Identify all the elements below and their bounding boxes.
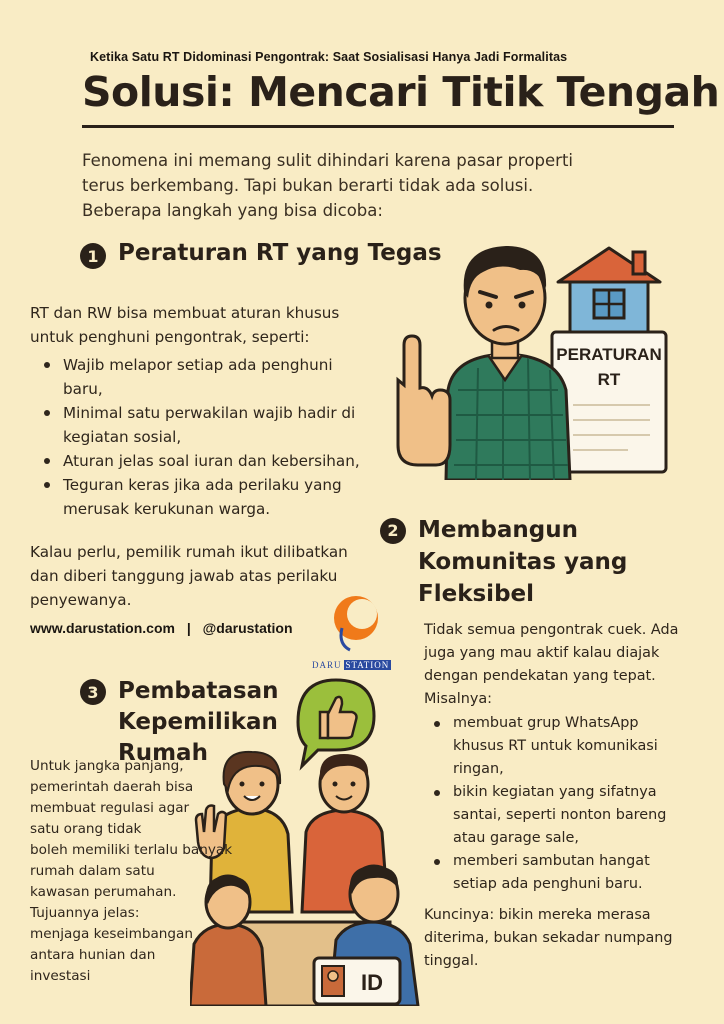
list-item: Teguran keras jika ada perilaku yang merusak kerukunan warga.: [30, 473, 400, 521]
page-title: Solusi: Mencari Titik Tengah: [82, 68, 720, 116]
section-1-closing: [30, 540, 348, 612]
section-2-title-line: Komunitas yang: [418, 549, 628, 575]
list-item: memberi sambutan hangat setiap ada penghuni baru.: [420, 850, 710, 896]
lead-line: RT dan RW bisa membuat aturan khusus: [30, 304, 340, 322]
section-number-badge: 1: [80, 243, 106, 269]
lead-line: Misalnya:: [424, 691, 493, 707]
intro-line: terus berkembang. Tapi bukan berarti tidak ada solusi.: [82, 176, 534, 195]
house-icon: [558, 248, 660, 340]
section-number-badge: 3: [80, 679, 106, 705]
section-3-title-line: Kepemilikan: [118, 709, 278, 735]
intro-paragraph: [82, 148, 642, 223]
section-1-title: Peraturan RT yang Tegas: [118, 240, 442, 266]
section-2-bullet-list: [420, 712, 710, 896]
section-2-heading: [380, 514, 627, 610]
social-handle[interactable]: @darustation: [202, 620, 293, 636]
list-item: Minimal satu perwakilan wajib hadir di kegiatan sosial,: [30, 401, 400, 449]
list-item: Wajib melapor setiap ada penghuni baru,: [30, 353, 400, 401]
body-line: rumah dalam satu: [30, 863, 155, 879]
footer-credits: [30, 620, 293, 636]
closing-line: Kuncinya: bikin mereka merasa: [424, 907, 651, 923]
lead-line: dengan pendekatan yang tepat.: [424, 668, 656, 684]
lead-line: juga yang mau aktif kalau diajak: [424, 645, 660, 661]
body-line: investasi: [30, 968, 91, 984]
closing-line: diterima, bukan sekadar numpang: [424, 930, 673, 946]
logo-text-station: STATION: [345, 660, 390, 670]
body-line: membuat regulasi agar: [30, 800, 190, 816]
lead-line: Tidak semua pengontrak cuek. Ada: [424, 622, 679, 638]
lead-line: untuk penghuni pengontrak, seperti:: [30, 328, 310, 346]
title-divider: [82, 125, 674, 128]
body-line: antara hunian dan: [30, 947, 156, 963]
sign-line: PERATURAN: [556, 345, 662, 364]
man-with-rules-illustration: [388, 240, 678, 480]
section-2-lead: [424, 619, 678, 711]
body-line: satu orang tidak: [30, 821, 142, 837]
website-link[interactable]: www.darustation.com: [30, 620, 175, 636]
section-3-body: [30, 756, 232, 987]
section-1-bullet-list: [30, 353, 400, 521]
footer-separator: |: [186, 620, 191, 636]
body-line: menjaga keseimbangan: [30, 926, 193, 942]
section-2-title-line: Membangun: [418, 517, 579, 543]
body-line: boleh memiliki terlalu banyak: [30, 842, 233, 858]
closing-line: dan diberi tanggung jawab atas perilaku: [30, 567, 338, 585]
body-line: kawasan perumahan.: [30, 884, 177, 900]
body-line: Tujuannya jelas:: [30, 905, 140, 921]
thumbs-up-icon: [298, 680, 374, 766]
list-item: membuat grup WhatsApp khusus RT untuk komunikasi ringan,: [420, 712, 710, 781]
list-item: bikin kegiatan yang sifatnya santai, seperti nonton bareng atau garage sale,: [420, 781, 710, 850]
id-card-label: ID: [361, 970, 383, 995]
id-card-icon: [314, 958, 400, 1004]
body-line: Untuk jangka panjang,: [30, 758, 184, 774]
closing-line: penyewanya.: [30, 591, 132, 609]
logo-text-daru: DARU: [312, 660, 342, 670]
section-1-lead: [30, 301, 339, 349]
closing-line: Kalau perlu, pemilik rumah ikut dilibatkan: [30, 543, 348, 561]
section-number-badge: 2: [380, 518, 406, 544]
intro-line: Fenomena ini memang sulit dihindari karena pasar properti: [82, 151, 574, 170]
section-3-title-line: Pembatasan: [118, 678, 279, 704]
section-3-title-line: Rumah: [118, 740, 208, 766]
article-kicker: Ketika Satu RT Didominasi Pengontrak: Saat Sosialisasi Hanya Jadi Formalitas: [90, 50, 568, 64]
intro-line: Beberapa langkah yang bisa dicoba:: [82, 201, 383, 220]
list-item: Aturan jelas soal iuran dan kebersihan,: [30, 449, 400, 473]
section-2-title-line: Fleksibel: [418, 581, 535, 607]
closing-line: tinggal.: [424, 953, 479, 969]
section-2-closing: [424, 904, 673, 973]
sign-line: RT: [597, 370, 621, 389]
body-line: pemerintah daerah bisa: [30, 779, 194, 795]
